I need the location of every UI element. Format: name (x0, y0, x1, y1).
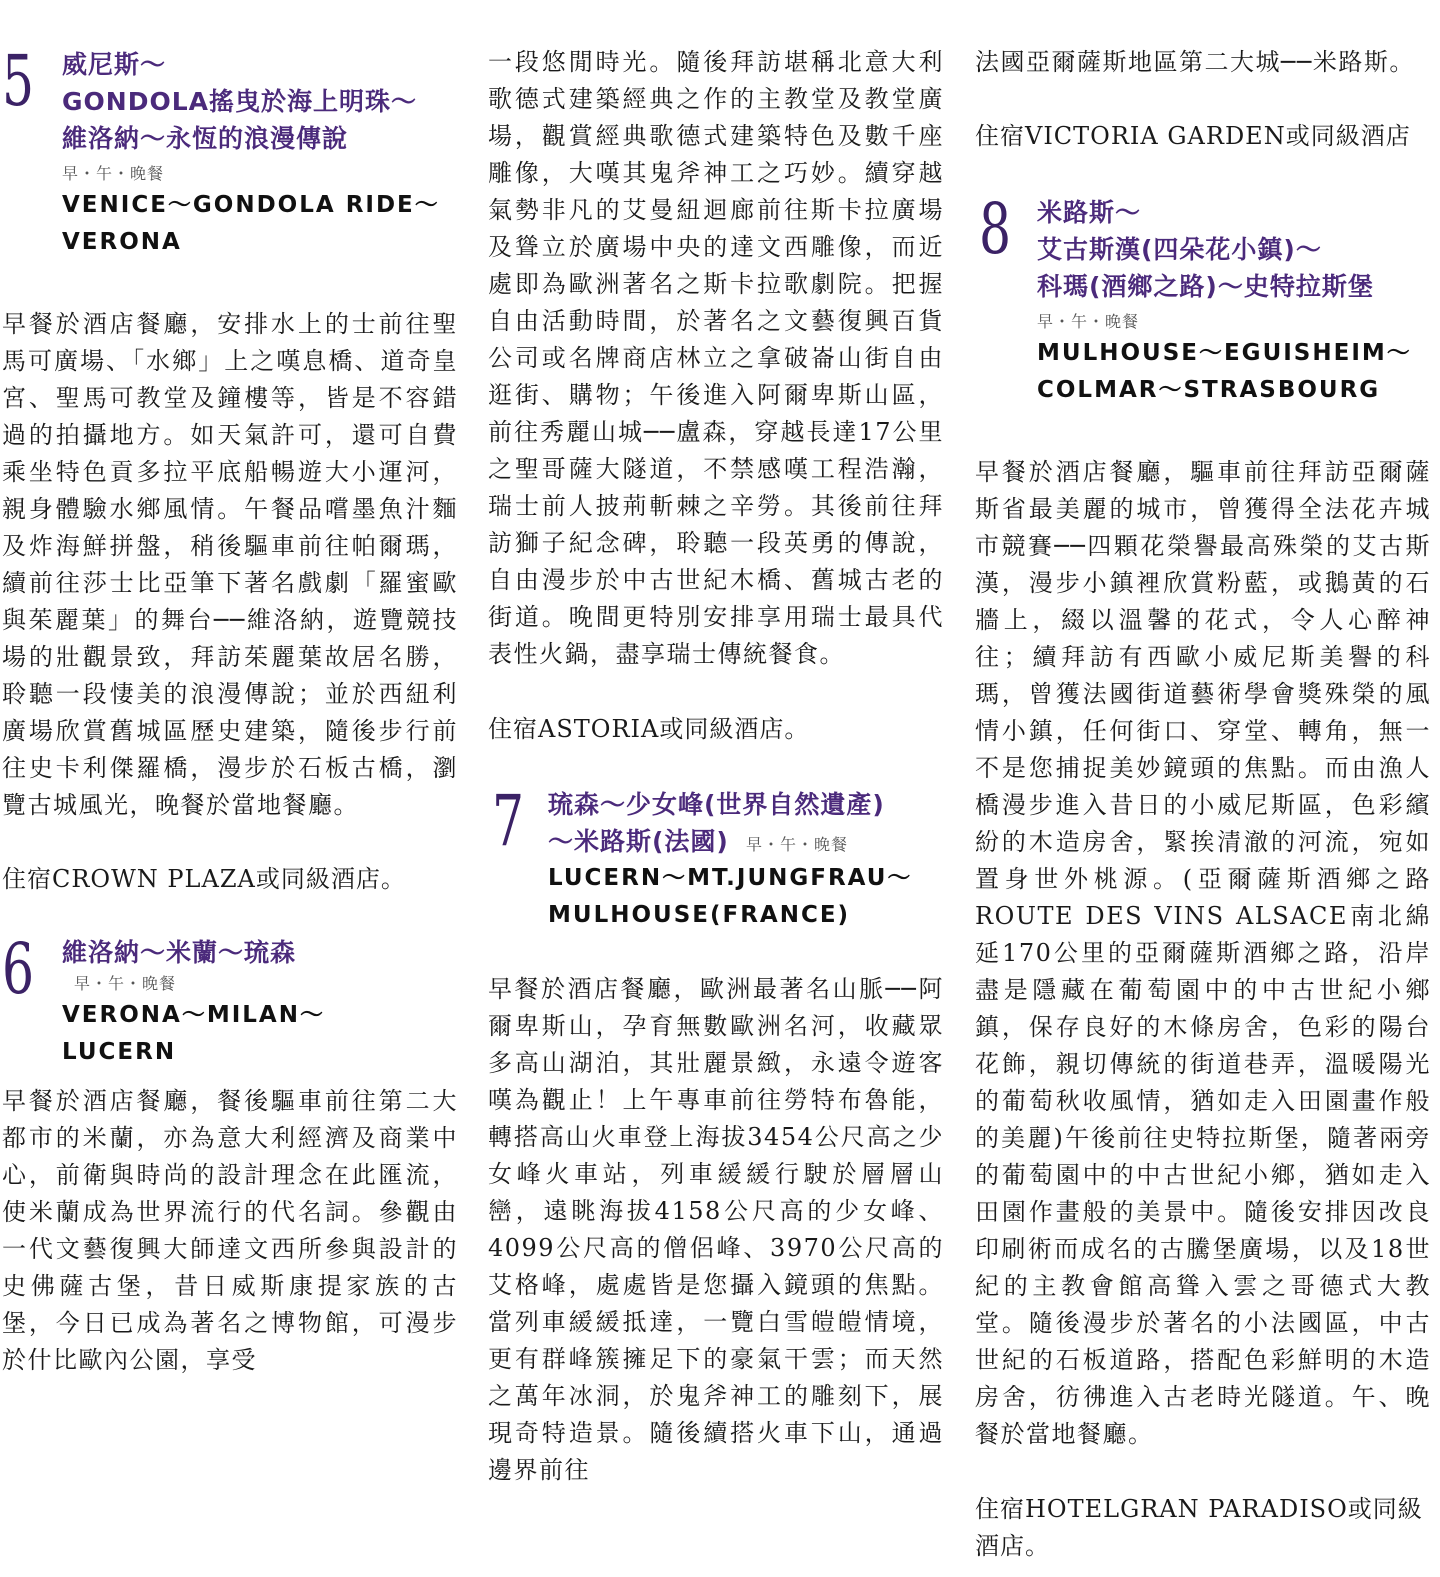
english-route: COLMAR～STRASBOURG (1037, 377, 1381, 403)
english-route: VENICE～GONDOLA RIDE～ (62, 192, 440, 218)
day-5-body: 早餐於酒店餐廳，安排水上的士前往聖馬可廣場、「水鄉」上之嘆息橋、道奇皇宮、聖馬可教堂及鐘樓等，皆是不容錯過的拍攝地方。如天氣許可，還可自費乘坐特色貢多拉平底船暢遊大小運河，親身體驗水鄉風情。午餐品嚐墨魚汁麵及炸海鮮拼盤，稍後驅車前往帕爾瑪，續前往莎士比亞筆下著名戲劇「羅蜜歐與茱麗葉」的舞台──維洛納，遊覽競技場的壯觀景致，拜訪茱麗葉故居名勝，聆聽一段悽美的浪漫傳說；並於西紐利廣場欣賞舊城區歷史建築，隨後步行前往史卡利傑羅橋，漫步於石板古橋，瀏覽古城風光，晚餐於當地餐廳。 (2, 310, 458, 819)
english-route: LUCERN～MT.JUNGFRAU～ (548, 865, 913, 891)
english-route: VERONA～MILAN～ (62, 1002, 325, 1028)
day-title: 艾古斯漢(四朵花小鎮)～ (1037, 235, 1322, 264)
day-title: GONDOLA搖曳於海上明珠～ (62, 87, 417, 116)
day-6-hotel: 住宿ASTORIA或同級酒店。 (488, 715, 810, 743)
day-7-body-continued: 法國亞爾薩斯地區第二大城──米路斯。 (975, 48, 1415, 76)
day-number: 5 (2, 40, 35, 122)
day-7-body: 早餐於酒店餐廳，歐洲最著名山脈──阿爾卑斯山，孕育無數歐洲名河，收藏眾多高山湖泊，其壯麗景緻，永遠令遊客嘆為觀止！上午專車前往勞特布魯能，轉搭高山火車登上海拔3454公尺高之少女峰火車站，列車緩緩行駛於層層山巒，遠眺海拔4158公尺高的少女峰、4099公尺高的僧侶峰、3970公尺高的艾格峰，處處皆是您攝入鏡頭的焦點。當列車緩緩抵達，一覽白雪皚皚情境，更有群峰簇擁足下的豪氣干雲；而天然之萬年冰洞，於鬼斧神工的雕刻下，展現奇特造景。隨後續搭火車下山，通過邊界前往 (488, 975, 944, 1484)
meals-label: 早・午・晚餐 (745, 835, 848, 854)
english-route: VERONA (62, 229, 182, 255)
day-title: 米路斯～ (1037, 198, 1142, 227)
meals-label: 早・午・晚餐 (1037, 312, 1140, 331)
day-8-hotel: 住宿HOTELGRAN PARADISO或同級酒店。 (975, 1495, 1423, 1560)
english-route: LUCERN (62, 1039, 177, 1065)
meals-label: 早・午・晚餐 (74, 974, 177, 993)
meals-label: 早・午・晚餐 (62, 164, 165, 183)
day-title: 威尼斯～ (62, 50, 167, 79)
day-6-body-continued: 一段悠閒時光。隨後拜訪堪稱北意大利歌德式建築經典之作的主教堂及教堂廣場，觀賞經典歌德式建築特色及數千座雕像，大嘆其鬼斧神工之巧妙。續穿越氣勢非凡的艾曼紐迴廊前往斯卡拉廣場及聳立於廣場中央的達文西雕像，而近處即為歐洲著名之斯卡拉歌劇院。把握自由活動時間，於著名之文藝復興百貨公司或名牌商店林立之拿破崙山街自由逛街、購物；午後進入阿爾卑斯山區，前往秀麗山城──盧森，穿越長達17公里之聖哥薩大隧道，不禁感嘆工程浩瀚，瑞士前人披荊斬棘之辛勞。其後前往拜訪獅子紀念碑，聆聽一段英勇的傳說，自由漫步於中古世紀木橋、舊城古老的街道。晚間更特別安排享用瑞士最具代表性火鍋，盡享瑞士傳統餐食。 (488, 48, 944, 668)
day-number: 6 (2, 928, 35, 1010)
day-7-hotel: 住宿VICTORIA GARDEN或同級酒店 (975, 122, 1411, 150)
english-route: MULHOUSE(FRANCE) (548, 902, 851, 928)
day-title: 維洛納～米蘭～琉森 (62, 938, 297, 967)
day-title: 琉森～少女峰(世界自然遺產) (548, 790, 885, 819)
day-5-hotel: 住宿CROWN PLAZA或同級酒店。 (2, 865, 406, 893)
day-8-body: 早餐於酒店餐廳，驅車前往拜訪亞爾薩斯省最美麗的城市，曾獲得全法花卉城市競賽──四顆花榮譽最高殊榮的艾古斯漢，漫步小鎮裡欣賞粉藍，或鵝黃的石牆上，綴以溫馨的花式，令人心醉神往；續拜訪有西歐小威尼斯美譽的科瑪，曾獲法國街道藝術學會獎殊榮的風情小鎮，任何街口、穿堂、轉角，無一不是您捕捉美妙鏡頭的焦點。而由漁人橋漫步進入昔日的小威尼斯區，色彩繽紛的木造房舍，緊挨清澈的河流，宛如置身世外桃源。(亞爾薩斯酒鄉之路ROUTE DES VINS ALSACE南北綿延170公里的亞爾薩斯酒鄉之路，沿岸盡是隱藏在葡萄園中的中古世紀小鄉鎮，保存良好的木條房舍，色彩的陽台花飾，親切傳統的街道巷弄，溫暖陽光的葡萄秋收風情，猶如走入田園畫作般的美麗)午後前往史特拉斯堡，隨著兩旁的葡萄園中的中古世紀小鄉，猶如走入田園作畫般的美景中。隨後安排因改良印刷術而成名的古騰堡廣場，以及18世紀的主教會館高聳入雲之哥德式大教堂。隨後漫步於著名的小法國區，中古世紀的石板道路，搭配色彩鮮明的木造房舍，彷彿進入古老時光隧道。午、晚餐於當地餐廳。 (975, 458, 1431, 1448)
day-title: ～米路斯(法國) (548, 827, 729, 856)
day-number: 7 (492, 780, 525, 862)
english-route: MULHOUSE～EGUISHEIM～ (1037, 340, 1412, 366)
day-number: 8 (979, 188, 1012, 270)
day-title: 科瑪(酒鄉之路)～史特拉斯堡 (1037, 272, 1374, 301)
day-title: 維洛納～永恆的浪漫傳說 (62, 124, 349, 153)
day-6-body: 早餐於酒店餐廳，餐後驅車前往第二大都市的米蘭，亦為意大利經濟及商業中心，前衛與時尚的設計理念在此匯流，使米蘭成為世界流行的代名詞。參觀由一代文藝復興大師達文西所參與設計的史佛薩古堡，昔日威斯康提家族的古堡，今日已成為著名之博物館，可漫步於什比歐內公園，享受 (2, 1087, 458, 1374)
